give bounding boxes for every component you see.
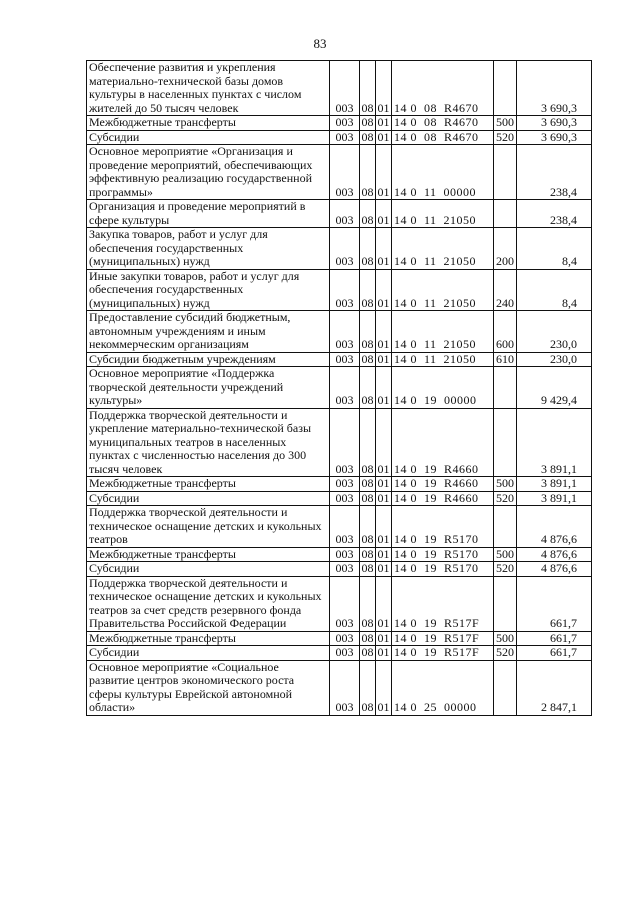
table-row: [87, 269, 592, 311]
row-name-cell: Поддержка творческой деятельности и техническое оснащение детских и кукольных театров за счет средств резервного фонда Правительства Российской Федерации: [87, 576, 330, 631]
amount-cell: 238,4: [517, 145, 592, 200]
ministry-code-cell: 003: [330, 269, 360, 311]
expense-type-cell: 500: [494, 547, 517, 562]
row-name-cell: Иные закупки товаров, работ и услуг для обеспечения государственных (муниципальных) нужд: [87, 269, 330, 311]
table-row: [87, 352, 592, 367]
target-article-cell: 14 0 11 00000: [392, 145, 494, 200]
amount-cell: 4 876,6: [517, 506, 592, 548]
section-code-cell: 08: [361, 631, 374, 645]
ministry-code-cell: 003: [330, 200, 360, 228]
expense-type-cell: 500: [494, 631, 517, 646]
subsection-code-cell: 01: [376, 311, 392, 353]
section-code-cell: 08: [360, 367, 376, 409]
subsection-code-cell: 01: [376, 367, 392, 409]
ministry-code-cell: 003: [330, 547, 360, 562]
target-article-cell: 14 0 19 00000: [392, 367, 494, 409]
table-row: [87, 646, 592, 661]
table-row: [87, 61, 592, 116]
ministry-code-cell: 003: [330, 660, 360, 715]
section-code-cell: 08: [360, 61, 376, 116]
amount-cell: 230,0: [517, 311, 592, 353]
table-row: [87, 367, 592, 409]
table-row: [87, 631, 592, 646]
row-name-cell: Организация и проведение мероприятий в сфере культуры: [87, 200, 330, 228]
table-row: [87, 491, 592, 506]
target-article-cell: 14 0 08 R4670: [392, 61, 494, 116]
section-code-cell: 08: [361, 130, 374, 144]
ministry-code-cell: 003: [330, 311, 360, 353]
amount-cell: 3 891,1: [517, 408, 592, 477]
row-name-cell: Поддержка творческой деятельности и укрепление материально-технической базы муниципальных театров в населенных пунктах с численностью населения до 300 тысяч человек: [87, 408, 330, 477]
row-name-cell: Поддержка творческой деятельности и техническое оснащение детских и кукольных театров: [87, 506, 330, 548]
expense-type-cell: [494, 367, 517, 409]
target-article-cell: 14 0 19 R4660: [392, 408, 494, 477]
target-article-cell: 14 0 11 21050: [392, 228, 494, 270]
expense-type-cell: [494, 145, 517, 200]
amount-cell: 8,4: [517, 269, 592, 311]
target-article-cell: 14 0 25 00000: [392, 660, 494, 715]
ministry-code-cell: 003: [330, 646, 360, 661]
subsection-code-cell: 01: [377, 547, 390, 561]
table-row: [87, 200, 592, 228]
ministry-code-cell: 003: [330, 631, 360, 646]
target-article-cell: 14 0 11 21050: [392, 352, 494, 367]
table-body: [87, 61, 592, 716]
expense-type-cell: 240: [494, 269, 517, 311]
section-code-cell: 08: [360, 576, 376, 631]
row-name-cell: Межбюджетные трансферты: [87, 116, 330, 131]
ministry-code-cell: 003: [330, 506, 360, 548]
ministry-code-cell: 003: [330, 130, 360, 145]
table-row: [87, 576, 592, 631]
ministry-code-cell: 003: [330, 491, 360, 506]
table-row: [87, 477, 592, 492]
subsection-code-cell: 01: [376, 269, 392, 311]
budget-table: [86, 60, 592, 716]
target-article-cell: 14 0 19 R517F: [392, 646, 494, 661]
table-row: [87, 562, 592, 577]
section-code-cell: 08: [360, 228, 376, 270]
section-code-cell: 08: [361, 645, 374, 659]
subsection-code-cell: 01: [376, 145, 392, 200]
expense-type-cell: 520: [494, 562, 517, 577]
target-article-cell: 14 0 19 R5170: [392, 506, 494, 548]
target-article-cell: 14 0 11 21050: [392, 311, 494, 353]
expense-type-cell: 610: [494, 352, 517, 367]
subsection-code-cell: 01: [377, 645, 390, 659]
ministry-code-cell: 003: [330, 477, 360, 492]
subsection-code-cell: 01: [376, 228, 392, 270]
subsection-code-cell: 01: [376, 660, 392, 715]
section-code-cell: 08: [361, 352, 374, 366]
section-code-cell: 08: [360, 200, 376, 228]
expense-type-cell: [494, 576, 517, 631]
subsection-code-cell: 01: [376, 576, 392, 631]
ministry-code-cell: 003: [330, 408, 360, 477]
expense-type-cell: [494, 408, 517, 477]
expense-type-cell: 500: [494, 116, 517, 131]
row-name-cell: Межбюджетные трансферты: [87, 477, 330, 492]
ministry-code-cell: 003: [330, 61, 360, 116]
expense-type-cell: 520: [494, 130, 517, 145]
section-code-cell: 08: [361, 476, 374, 490]
subsection-code-cell: 01: [377, 352, 390, 366]
row-name-cell: Субсидии: [87, 562, 330, 577]
target-article-cell: 14 0 08 R4670: [392, 116, 494, 131]
target-article-cell: 14 0 19 R4660: [392, 477, 494, 492]
expense-type-cell: [494, 660, 517, 715]
subsection-code-cell: 01: [376, 408, 392, 477]
page-number: 83: [313, 36, 327, 51]
row-name-cell: Обеспечение развития и укрепления материально-технической базы домов культуры в населенных пунктах с числом жителей до 50 тысяч человек: [87, 61, 330, 116]
target-article-cell: 14 0 19 R517F: [392, 576, 494, 631]
section-code-cell: 08: [361, 561, 374, 575]
expense-type-cell: 600: [494, 311, 517, 353]
subsection-code-cell: 01: [376, 200, 392, 228]
row-name-cell: Основное мероприятие «Организация и проведение мероприятий, обеспечивающих эффективную реализацию государственной программы»: [87, 145, 330, 200]
expense-type-cell: [494, 61, 517, 116]
amount-cell: 9 429,4: [517, 367, 592, 409]
section-code-cell: 08: [360, 408, 376, 477]
target-article-cell: 14 0 19 R4660: [392, 491, 494, 506]
subsection-code-cell: 01: [377, 561, 390, 575]
target-article-cell: 14 0 11 21050: [392, 269, 494, 311]
row-name-cell: Основное мероприятие «Социальное развитие центров экономического роста сферы культуры Еврейской автономной области»: [87, 660, 330, 715]
table-row: [87, 228, 592, 270]
section-code-cell: 08: [361, 547, 374, 561]
target-article-cell: 14 0 19 R5170: [392, 547, 494, 562]
target-article-cell: 14 0 11 21050: [392, 200, 494, 228]
ministry-code-cell: 003: [330, 576, 360, 631]
amount-cell: 230,0: [517, 352, 592, 367]
section-code-cell: 08: [360, 660, 376, 715]
section-code-cell: 08: [361, 491, 374, 505]
amount-cell: 4 876,6: [517, 562, 592, 577]
subsection-code-cell: 01: [376, 506, 392, 548]
amount-cell: 3 690,3: [517, 116, 592, 131]
row-name-cell: Предоставление субсидий бюджетным, автономным учреждениям и иным некоммерческим организациям: [87, 311, 330, 353]
ministry-code-cell: 003: [330, 116, 360, 131]
amount-cell: 8,4: [517, 228, 592, 270]
row-name-cell: Межбюджетные трансферты: [87, 547, 330, 562]
amount-cell: 3 891,1: [517, 491, 592, 506]
section-code-cell: 08: [361, 115, 374, 129]
table-row: [87, 547, 592, 562]
target-article-cell: 14 0 08 R4670: [392, 130, 494, 145]
expense-type-cell: 200: [494, 228, 517, 270]
subsection-code-cell: 01: [377, 631, 390, 645]
amount-cell: 661,7: [517, 646, 592, 661]
amount-cell: 3 891,1: [517, 477, 592, 492]
ministry-code-cell: 003: [330, 352, 360, 367]
subsection-code-cell: 01: [376, 61, 392, 116]
amount-cell: 3 690,3: [517, 130, 592, 145]
amount-cell: 661,7: [517, 631, 592, 646]
ministry-code-cell: 003: [330, 367, 360, 409]
row-name-cell: Основное мероприятие «Поддержка творческой деятельности учреждений культуры»: [87, 367, 330, 409]
row-name-cell: Субсидии бюджетным учреждениям: [87, 352, 330, 367]
section-code-cell: 08: [360, 311, 376, 353]
section-code-cell: 08: [360, 506, 376, 548]
subsection-code-cell: 01: [377, 491, 390, 505]
amount-cell: 238,4: [517, 200, 592, 228]
table-row: [87, 408, 592, 477]
amount-cell: 2 847,1: [517, 660, 592, 715]
table-row: [87, 130, 592, 145]
table-row: [87, 506, 592, 548]
row-name-cell: Межбюджетные трансферты: [87, 631, 330, 646]
table-row: [87, 660, 592, 715]
section-code-cell: 08: [360, 145, 376, 200]
ministry-code-cell: 003: [330, 145, 360, 200]
subsection-code-cell: 01: [377, 476, 390, 490]
ministry-code-cell: 003: [330, 562, 360, 577]
subsection-code-cell: 01: [377, 115, 390, 129]
row-name-cell: Субсидии: [87, 491, 330, 506]
expense-type-cell: 520: [494, 646, 517, 661]
target-article-cell: 14 0 19 R5170: [392, 562, 494, 577]
amount-cell: 661,7: [517, 576, 592, 631]
target-article-cell: 14 0 19 R517F: [392, 631, 494, 646]
section-code-cell: 08: [360, 269, 376, 311]
row-name-cell: Субсидии: [87, 130, 330, 145]
expense-type-cell: [494, 506, 517, 548]
expense-type-cell: [494, 200, 517, 228]
subsection-code-cell: 01: [377, 130, 390, 144]
expense-type-cell: 500: [494, 477, 517, 492]
row-name-cell: Субсидии: [87, 646, 330, 661]
table-row: [87, 145, 592, 200]
expense-type-cell: 520: [494, 491, 517, 506]
amount-cell: 4 876,6: [517, 547, 592, 562]
amount-cell: 3 690,3: [517, 61, 592, 116]
ministry-code-cell: 003: [330, 228, 360, 270]
row-name-cell: Закупка товаров, работ и услуг для обеспечения государственных (муниципальных) нужд: [87, 228, 330, 270]
table-row: [87, 116, 592, 131]
table-row: [87, 311, 592, 353]
